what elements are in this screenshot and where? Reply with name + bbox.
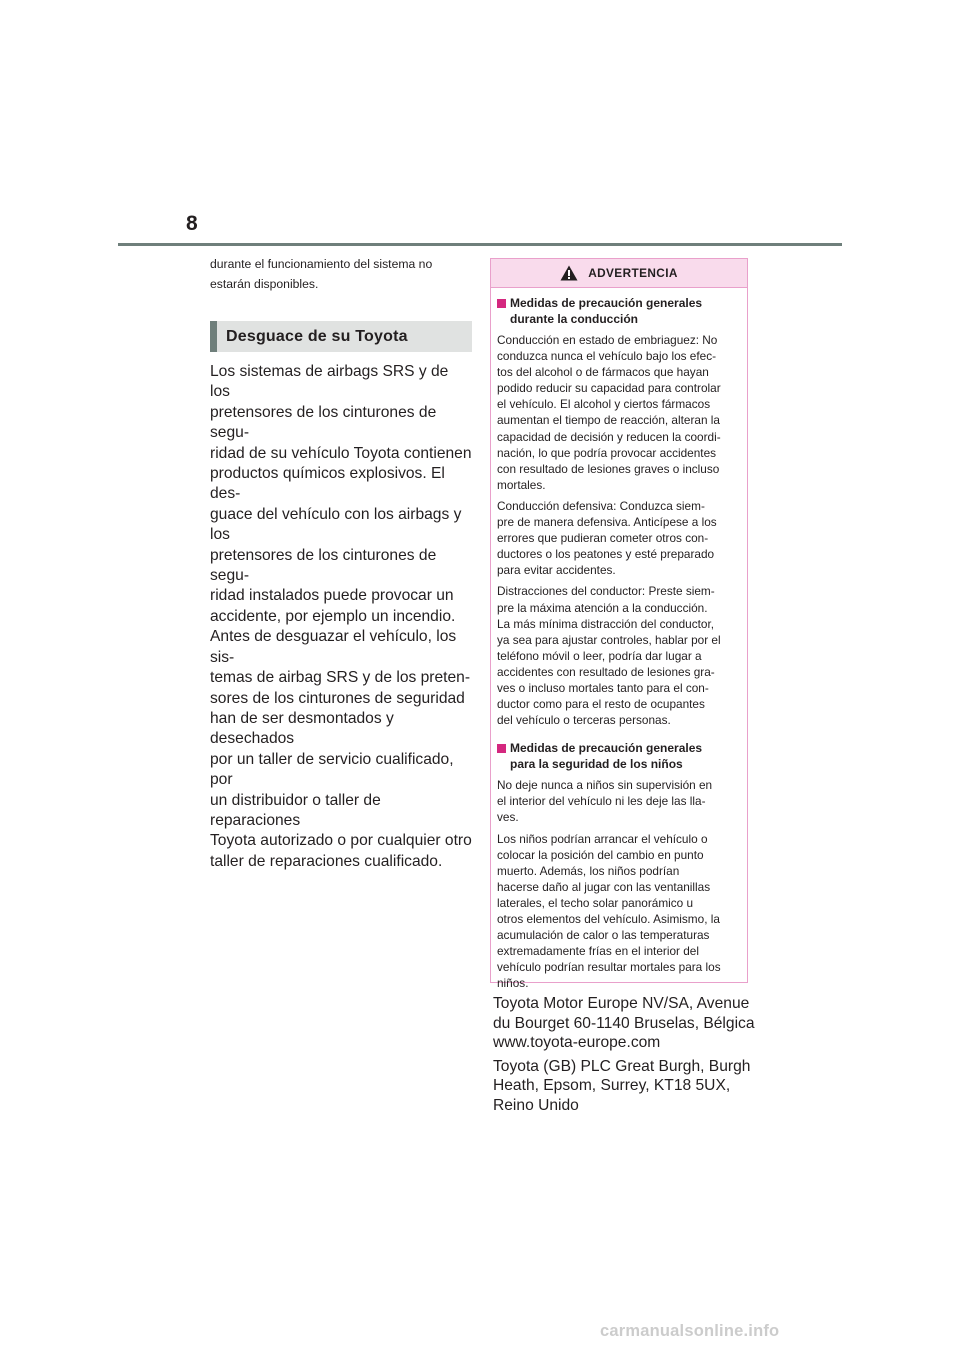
para-line: vehículo podrían resultar mortales para los <box>497 960 721 975</box>
warning-subheading-driving <box>497 296 739 327</box>
subheading-text <box>510 296 702 327</box>
website-url: www.toyota-europe.com <box>493 1034 661 1051</box>
para-line: pre la máxima atención a la conducción. <box>497 600 708 615</box>
body-line: un distribuidor o taller de reparaciones <box>210 791 381 829</box>
warning-header <box>491 259 747 288</box>
warning-title: ADVERTENCIA <box>588 266 678 280</box>
bullet-square-icon <box>497 299 506 308</box>
para-line: accidentes con resultado de lesiones gra- <box>497 664 715 679</box>
intro-line-1: durante el funcionamiento del sistema no <box>210 257 433 271</box>
bullet-square-icon <box>497 744 506 753</box>
address-line: Reino Unido <box>493 1096 579 1114</box>
intro-text <box>210 254 472 294</box>
para-line: ductor como para el resto de ocupantes <box>497 697 705 712</box>
para-line: Distracciones del conductor: Preste siem- <box>497 584 715 599</box>
intro-line-2: estarán disponibles. <box>210 277 319 291</box>
para-line: aumentan el tiempo de reacción, alteran la <box>497 413 720 428</box>
warning-paragraph <box>497 498 739 578</box>
address-line: Toyota (GB) PLC Great Burgh, Burgh <box>493 1057 751 1075</box>
body-line: ridad de su vehículo Toyota contienen <box>210 444 472 462</box>
address-block <box>493 994 755 1119</box>
para-line: teléfono móvil o leer, podría dar lugar a <box>497 648 702 663</box>
scrapping-body <box>210 362 472 872</box>
warning-paragraph <box>497 332 739 493</box>
para-line: podido reducir su capacidad para controlar <box>497 381 721 396</box>
section-heading <box>210 321 472 352</box>
subheading-line: durante la conducción <box>510 311 639 326</box>
address-line: du Bourget 60-1140 Bruselas, Bélgica <box>493 1014 755 1032</box>
body-line: ridad instalados puede provocar un <box>210 587 454 605</box>
body-line: guace del vehículo con los airbags y los <box>210 505 462 544</box>
warning-paragraph <box>497 831 739 992</box>
body-line: accidente, por ejemplo un incendio. <box>210 607 456 625</box>
subheading-line: Medidas de precaución generales <box>510 741 703 756</box>
para-line: muerto. Además, los niños podrían <box>497 863 680 878</box>
para-line: acumulación de calor o las temperaturas <box>497 928 710 943</box>
warning-body <box>491 288 747 991</box>
para-line: Los niños podrían arrancar el vehículo o <box>497 831 708 846</box>
body-line: sores de los cinturones de seguridad <box>210 689 465 707</box>
para-line: No deje nunca a niños sin supervisión en <box>497 778 713 793</box>
para-line: ves o incluso mortales tanto para el con- <box>497 680 709 695</box>
page-number: 8 <box>186 212 198 235</box>
body-line: por un taller de servicio cualificado, por <box>210 750 454 789</box>
address-uk <box>493 1057 755 1116</box>
para-line: mortales. <box>497 477 546 492</box>
body-line: taller de reparaciones cualificado. <box>210 852 443 870</box>
para-line: con resultado de lesiones graves o incluso <box>497 461 720 476</box>
warning-paragraph <box>497 777 739 825</box>
body-line: Antes de desguazar el vehículo, los sis- <box>210 628 457 666</box>
para-line: ductores o los peatones y esté preparado <box>497 547 715 562</box>
address-europe <box>493 994 755 1053</box>
para-line: para evitar accidentes. <box>497 563 616 578</box>
para-line: ves. <box>497 810 519 825</box>
para-line: ya sea para ajustar controles, hablar por el <box>497 632 721 647</box>
para-line: nación, lo que podría provocar accidentes <box>497 445 717 460</box>
para-line: pre de manera defensiva. Anticípese a los <box>497 515 717 530</box>
subheading-line: para la seguridad de los niños <box>510 756 683 771</box>
body-line: productos químicos explosivos. El des- <box>210 465 445 503</box>
header-rule <box>118 243 842 246</box>
warning-subheading-children <box>497 741 739 772</box>
para-line: hacerse daño al jugar con las ventanillas <box>497 879 711 894</box>
para-line: conduzca nunca el vehículo bajo los efec- <box>497 349 717 364</box>
address-line: Toyota Motor Europe NV/SA, Avenue <box>493 995 750 1012</box>
para-line: tos del alcohol o de fármacos que hayan <box>497 365 709 380</box>
para-line: errores que pudieran cometer otros con- <box>497 531 709 546</box>
para-line: colocar la posición del cambio en punto <box>497 847 704 862</box>
watermark: carmanualsonline.info <box>600 1322 780 1340</box>
body-line: temas de airbag SRS y de los preten- <box>210 669 471 687</box>
para-line: el interior del vehículo ni les deje las lla- <box>497 794 706 809</box>
subheading-text <box>510 741 702 772</box>
subheading-line: Medidas de precaución generales <box>510 296 703 310</box>
left-column <box>210 254 472 872</box>
para-line: otros elementos del vehículo. Asimismo, la <box>497 912 720 926</box>
body-line: Los sistemas de airbags SRS y de los <box>210 363 449 401</box>
warning-box <box>490 258 748 991</box>
warning-triangle-icon <box>560 265 578 281</box>
para-line: extremadamente frías en el interior del <box>497 944 699 959</box>
body-line: pretensores de los cinturones de segu- <box>210 546 437 585</box>
warning-paragraph <box>497 583 739 728</box>
para-line: del vehículo o terceras personas. <box>497 713 671 728</box>
para-line: capacidad de decisión y reducen la coordi- <box>497 429 721 444</box>
para-line: Conducción en estado de embriaguez: No <box>497 333 718 347</box>
address-line: Heath, Epsom, Surrey, KT18 5UX, <box>493 1077 731 1094</box>
para-line: niños. <box>497 976 529 991</box>
para-line: Conducción defensiva: Conduzca siem- <box>497 498 705 513</box>
body-line: han de ser desmontados y desechados <box>210 709 394 748</box>
para-line: laterales, el techo solar panorámico u <box>497 895 694 910</box>
body-line: Toyota autorizado o por cualquier otro <box>210 832 472 850</box>
para-line: La más mínima distracción del conductor, <box>497 616 715 631</box>
section-title: Desguace de su Toyota <box>226 327 408 345</box>
body-line: pretensores de los cinturones de segu- <box>210 403 437 442</box>
para-line: el vehículo. El alcohol y ciertos fármacos <box>497 397 711 412</box>
